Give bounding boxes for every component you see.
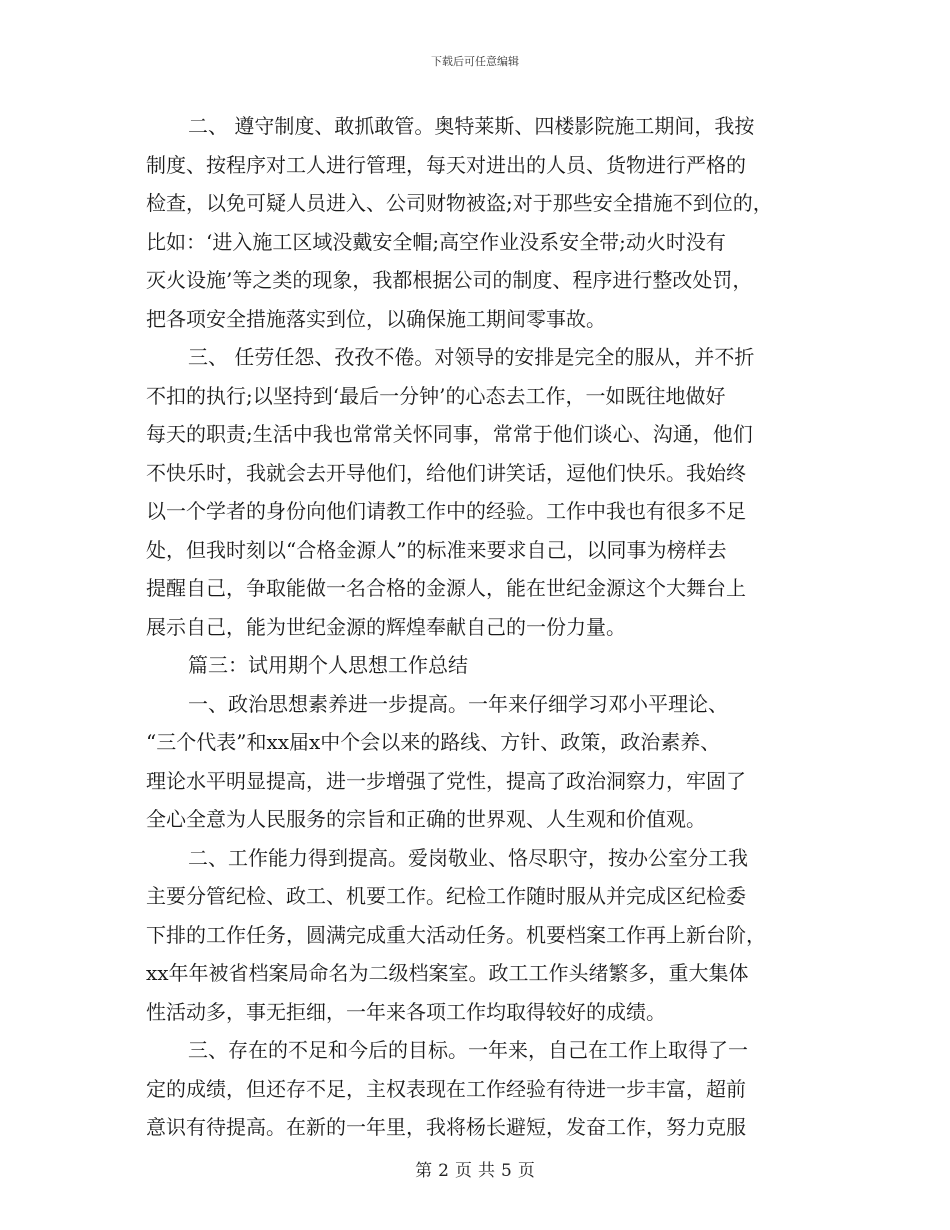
page-current-number: 2 xyxy=(438,1161,449,1181)
text-line: 性活动多，事无拒细，一年来各项工作均取得较好的成绩。 xyxy=(146,1000,666,1024)
page-total-prefix: 共 xyxy=(478,1161,495,1181)
text-line: 不快乐时，我就会去开导他们，给他们讲笑话，逗他们快乐。我始终 xyxy=(146,461,746,485)
text-line: 意识有待提高。在新的一年里，我将杨长避短，发奋工作，努力克服 xyxy=(146,1115,746,1139)
text-line: “三个代表”和xx届x中个会以来的路线、方针、政策，政治素养、 xyxy=(146,730,721,754)
text-line: 以一个学者的身份向他们请教工作中的经验。工作中我也有很多不足 xyxy=(146,499,746,523)
page-mid: 页 xyxy=(455,1161,472,1181)
page-footer xyxy=(0,1156,950,1181)
text-line: 定的成绩，但还存不足，主权表现在工作经验有待进一步丰富，超前 xyxy=(146,1077,746,1101)
page-prefix: 第 xyxy=(415,1161,433,1181)
text-line: 二、工作能力得到提高。爱岗敬业、恪尽职守，按办公室分工我 xyxy=(188,846,748,870)
text-line: 三、 任劳任怨、孜孜不倦。对领导的安排是完全的服从，并不折 xyxy=(188,345,755,369)
text-line: 灭火设施’等之类的现象，我都根据公司的制度、程序进行整改处罚， xyxy=(146,268,753,292)
text-line: 一、政治思想素养进一步提高。一年来仔细学习邓小平理论、 xyxy=(188,692,728,716)
text-line: xx年年被省档案局命名为二级档案室。政工工作头绪繁多，重大集体 xyxy=(146,961,749,985)
text-line: 检查，以免可疑人员进入、公司财物被盗;对于那些安全措施不到位的， xyxy=(146,191,773,215)
text-line: 把各项安全措施落实到位，以确保施工期间零事故。 xyxy=(146,307,606,331)
text-line: 不扣的执行;以坚持到‘最后一分钟’的心态去工作，一如既往地做好 xyxy=(146,384,726,408)
text-line: 二、 遵守制度、敢抓敢管。奥特莱斯、四楼影院施工期间，我按 xyxy=(188,114,755,138)
text-line: 下排的工作任务，圆满完成重大活动任务。机要档案工作再上新台阶， xyxy=(146,923,766,947)
page-header-note: 下载后可任意编辑 xyxy=(431,55,519,68)
text-line: 全心全意为人民服务的宗旨和正确的世界观、人生观和价值观。 xyxy=(146,807,706,831)
text-line: 理论水平明显提高，进一步增强了党性，提高了政治洞察力，牢固了 xyxy=(146,769,746,793)
page-suffix: 页 xyxy=(517,1161,535,1181)
text-line: 展示自己，能为世纪金源的辉煌奉献自己的一份力量。 xyxy=(146,615,626,639)
text-line: 主要分管纪检、政工、机要工作。纪检工作随时服从并完成区纪检委 xyxy=(146,884,746,908)
text-line: 处，但我时刻以“合格金源人”的标准来要求自己，以同事为榜样去 xyxy=(146,538,727,562)
text-line: 制度、按程序对工人进行管理，每天对进出的人员、货物进行严格的 xyxy=(146,153,746,177)
page-total-number: 5 xyxy=(501,1161,512,1181)
section-title: 篇三：试用期个人思想工作总结 xyxy=(188,653,468,677)
text-line: 三、存在的不足和今后的目标。一年来，自己在工作上取得了一 xyxy=(188,1038,748,1062)
text-line: 每天的职责;生活中我也常常关怀同事，常常于他们谈心、沟通，他们 xyxy=(146,422,753,446)
text-line: 比如：‘进入施工区域没戴安全帽;高空作业没系安全带;动火时没有 xyxy=(146,230,726,254)
text-line: 提醒自己，争取能做一名合格的金源人，能在世纪金源这个大舞台上 xyxy=(146,576,746,600)
